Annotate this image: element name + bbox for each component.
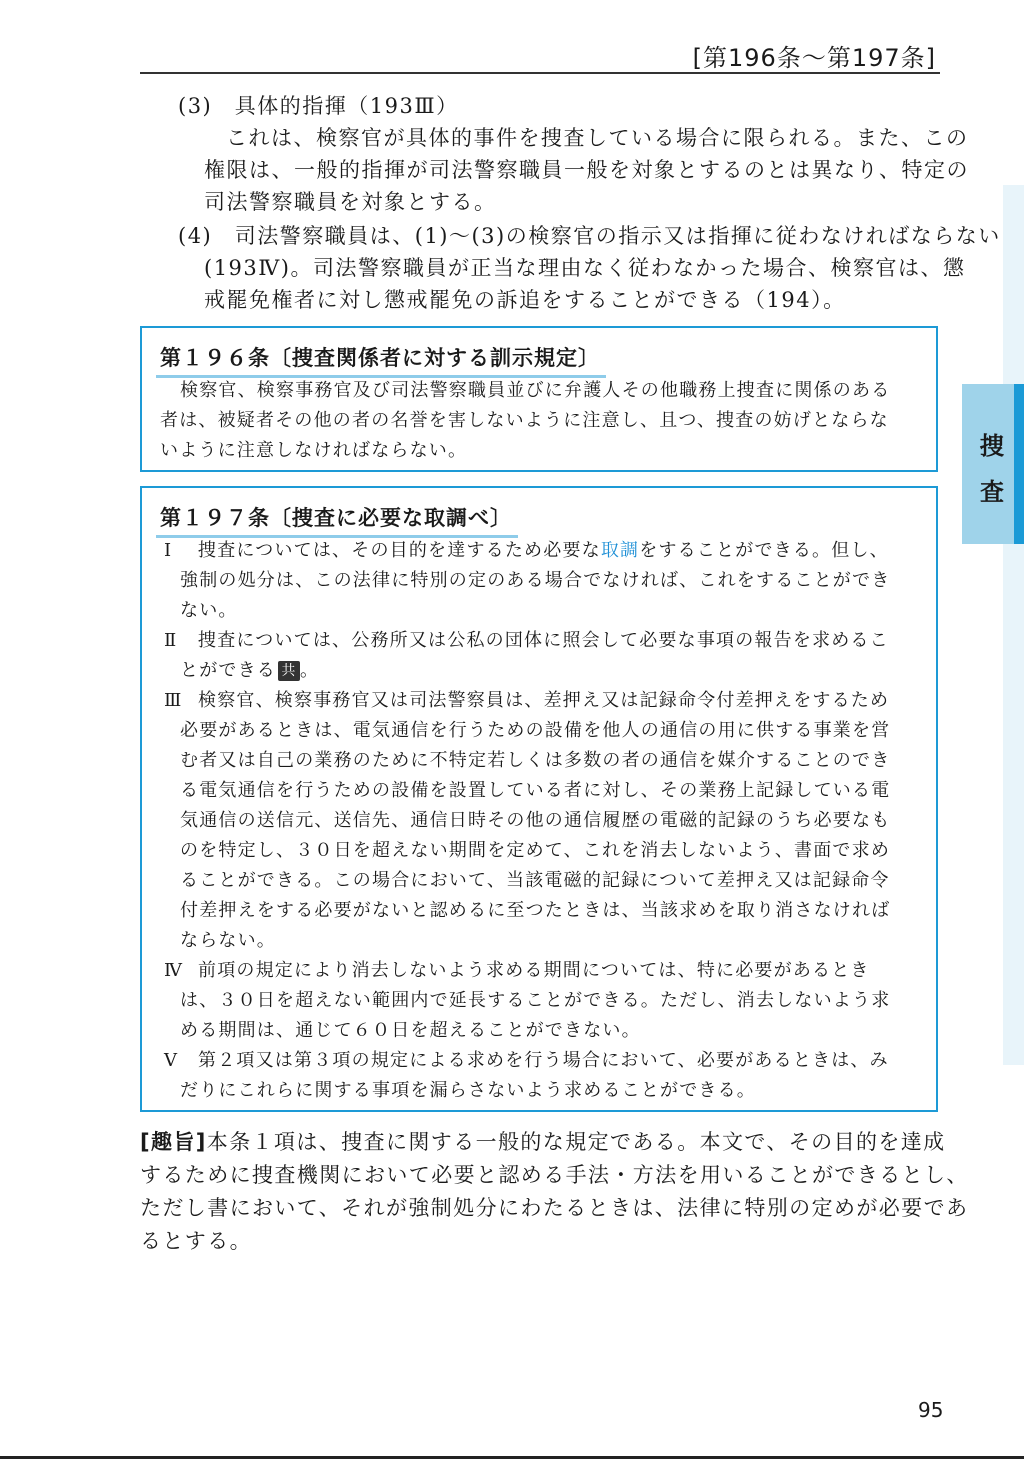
gist-line: ただし書において、それが強制処分にわたるときは、法律に特別の定めが必要であ [140,1196,969,1220]
clause-3-line: む者又は自己の業務のために不特定若しくは多数の者の通信を媒介することのでき [180,750,891,771]
clause-4-line: める期間は、通じて６０日を超えることができない。 [180,1020,641,1041]
clause-5-number: Ⅴ [164,1050,179,1071]
clause-2-line: 捜査については、公務所又は公私の団体に照会して必要な事項の報告を求めるこ [198,630,889,651]
gist-first-line [140,1126,969,1159]
gist-line: 本条１項は、捜査に関する一般的な規定である。本文で、その目的を達成 [206,1130,946,1154]
gist-line: するために捜査機関において必要と認める手法・方法を用いることができるとし、 [140,1163,969,1187]
item-3 [178,90,459,122]
clause-1-number: Ⅰ [164,540,173,561]
clause-4-line: は、３０日を超えない範囲内で延長することができる。ただし、消去しないよう求 [180,990,891,1011]
clause-1-text-post: をすることができる。但し、 [639,540,889,561]
running-header [140,38,940,74]
item-4-line: 戒罷免権者に対し懲戒罷免の訴追をすることができる（194）。 [204,288,846,312]
item-4-body [204,252,965,316]
clause-1-text-pre: 捜査については、その目的を達するため必要な [198,540,601,561]
gist-line: るとする。 [140,1229,252,1253]
clause-5-line: だりにこれらに関する事項を漏らさないよう求めることができる。 [180,1080,756,1101]
article-197-text [164,536,890,1106]
kyo-marker-icon: 共 [278,661,300,681]
clause-2 [164,626,890,656]
item-4 [178,220,1001,252]
gist-label: [趣旨] [140,1130,207,1154]
article-196-text [160,376,890,466]
page-number: 95 [918,1398,944,1422]
chapter-tab-char-1: 捜 [980,432,1004,460]
clause-4-number: Ⅳ [164,960,184,981]
chapter-tab [962,384,1024,544]
clause-3-line: 付差押えをする必要がないと認めるに至つたときは、当該求めを取り消さなければ [180,900,891,921]
article-196-title: 第１９６条〔捜査関係者に対する訓示規定〕 [160,342,600,372]
clause-3-line: ることができる。この場合において、当該電磁的記録について差押え又は記録命令 [180,870,890,891]
clause-1-line: 強制の処分は、この法律に特別の定のある場合でなければ、これをすることができ [180,570,891,591]
clause-1 [164,536,890,566]
clause-3-line: 検察官、検察事務官又は司法警察員は、差押え又は記録命令付差押えをするため [198,690,890,711]
clause-5 [164,1046,890,1076]
clause-5-line: 第２項又は第３項の規定による求めを行う場合において、必要があるときは、み [198,1050,889,1071]
item-3-title: (3) 具体的指揮（193Ⅲ） [178,94,459,118]
clause-1-line: ない。 [180,600,238,621]
chapter-tab-edge [1014,384,1024,544]
clause-3-line: 必要があるときは、電気通信を行うための設備を他人の通信の用に供する事業を営 [180,720,891,741]
header-article-range: [第196条〜第197条] [692,44,936,72]
gist-section [140,1126,969,1258]
clause-3-number: Ⅲ [164,690,183,711]
article-196-box [140,326,938,472]
item-3-line: これは、検察官が具体的事件を捜査している場合に限られる。また、この [226,126,969,150]
article-196-line: 者は、被疑者その他の者の名誉を害しないように注意し、且つ、捜査の妨げとならな [160,410,889,431]
clause-2-line: とができる [180,660,276,681]
item-3-line: 権限は、一般的指揮が司法警察職員一般を対象とするのとは異なり、特定の [204,158,969,182]
article-196-line: 検察官、検察事務官及び司法警察職員並びに弁護人その他職務上捜査に関係のある [180,380,891,401]
clause-3 [164,686,890,716]
clause-4 [164,956,890,986]
clause-3-line: 気通信の送信元、送信先、通信日時その他の通信履歴の電磁的記録のうち必要なも [180,810,891,831]
chapter-tab-char-2: 査 [980,478,1004,506]
article-196-line: いように注意しなければならない。 [160,440,468,461]
clause-3-line: のを特定し、３０日を超えない期間を定めて、これを消去しないよう、書面で求め [180,840,891,861]
item-3-body [226,122,969,154]
item-4-line: (4) 司法警察職員は、(1)〜(3)の検察官の指示又は指揮に従わなければならない [178,224,1001,248]
item-3-line: 司法警察職員を対象とする。 [204,190,497,214]
clause-2-end: 。 [300,660,320,681]
item-3-body-cont [204,154,969,218]
torishirabe-link[interactable]: 取調 [600,540,640,561]
sidebar-band [1003,185,1024,1065]
clause-2-cont [164,656,890,686]
clause-2-number: Ⅱ [164,630,178,651]
clause-3-line: ならない。 [180,930,276,951]
article-197-box [140,486,938,1112]
item-4-line: (193Ⅳ)。司法警察職員が正当な理由なく従わなかった場合、検察官は、懲 [204,256,966,280]
clause-4-line: 前項の規定により消去しないよう求める期間については、特に必要があるとき [198,960,870,981]
article-197-title: 第１９７条〔捜査に必要な取調べ〕 [160,502,512,532]
clause-3-line: る電気通信を行うための設備を設置している者に対し、その業務上記録している電 [180,780,891,801]
